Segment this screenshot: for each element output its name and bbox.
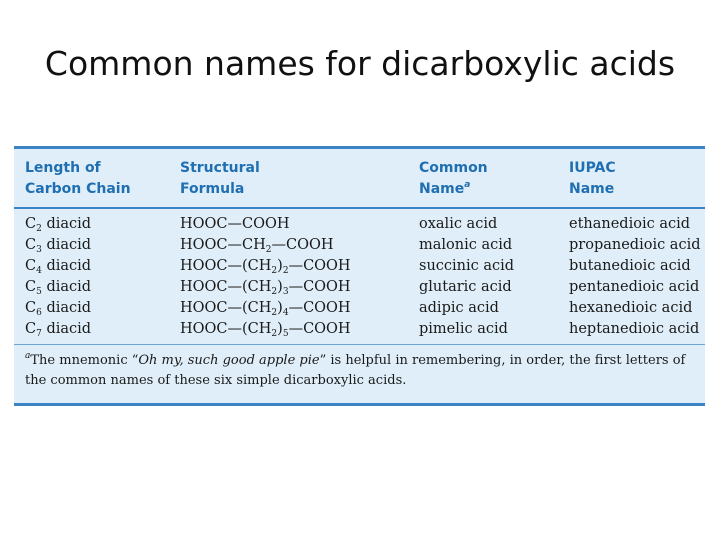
formula-subscript: 3	[282, 287, 289, 297]
chain-length-cell	[25, 277, 91, 298]
footnote-text-start: The mnemonic “	[30, 353, 139, 368]
structural-formula-cell	[180, 319, 351, 340]
formula-subscript: 2	[265, 245, 272, 255]
footnote-divider	[14, 344, 705, 345]
footnote-text-end: ” is helpful in remembering, in order, the first letters of the common names of these six simple dicarboxylic acids.	[25, 353, 686, 388]
header-iupac-name: IUPAC Name	[569, 160, 616, 197]
chain-subscript: 4	[36, 266, 42, 276]
slide-title: Common names for dicarboxylic acids	[44, 44, 676, 83]
formula-subscript: 2	[271, 287, 278, 297]
table-footnote	[25, 351, 695, 391]
chain-subscript: 2	[36, 224, 42, 234]
footnote-mnemonic: Oh my, such good apple pie	[138, 353, 320, 368]
common-name-cell: succinic acid	[419, 258, 515, 274]
common-name-cell: malonic acid	[419, 237, 513, 253]
formula-text: —COOH	[288, 321, 351, 337]
table-row	[14, 235, 705, 256]
chain-length-cell	[25, 256, 91, 277]
common-name-cell: adipic acid	[419, 300, 499, 316]
iupac-name-cell: ethanedioic acid	[569, 216, 691, 232]
header-structural-formula: Structural Formula	[180, 160, 260, 197]
common-name-cell: glutaric acid	[419, 279, 512, 295]
footnote-marker: a	[25, 351, 31, 361]
structural-formula-cell	[180, 298, 351, 319]
table-row	[14, 319, 705, 340]
chain-prefix: C	[25, 300, 37, 316]
chain-suffix: diacid	[41, 279, 92, 295]
formula-text: HOOC—(CH	[180, 279, 272, 295]
header-chain-length: Length of Carbon Chain	[25, 160, 131, 197]
formula-text: —COOH	[288, 300, 351, 316]
chain-subscript: 7	[36, 329, 42, 339]
formula-text: —COOH	[288, 258, 351, 274]
chain-prefix: C	[25, 279, 37, 295]
chain-subscript: 5	[36, 287, 42, 297]
header-common-name	[419, 158, 488, 200]
formula-text: HOOC—(CH	[180, 300, 272, 316]
formula-text: )	[277, 279, 283, 295]
formula-text: )	[277, 321, 283, 337]
structural-formula-cell	[180, 214, 290, 235]
chain-length-cell	[25, 235, 91, 256]
formula-subscript: 4	[282, 308, 289, 318]
table-row	[14, 214, 705, 235]
common-name-cell: pimelic acid	[419, 321, 508, 337]
chain-suffix: diacid	[41, 216, 92, 232]
dicarboxylic-acids-table	[14, 146, 705, 406]
header-divider	[14, 207, 705, 209]
formula-text: HOOC—COOH	[180, 216, 290, 232]
chain-suffix: diacid	[41, 237, 92, 253]
formula-subscript: 2	[282, 266, 289, 276]
structural-formula-cell	[180, 277, 351, 298]
iupac-name-cell: hexanedioic acid	[569, 300, 693, 316]
footnote-marker: a	[464, 180, 471, 190]
formula-text: —COOH	[271, 237, 334, 253]
formula-subscript: 2	[271, 266, 278, 276]
chain-suffix: diacid	[41, 321, 92, 337]
formula-text: —COOH	[288, 279, 351, 295]
table-row	[14, 298, 705, 319]
chain-subscript: 6	[36, 308, 42, 318]
chain-length-cell	[25, 298, 91, 319]
formula-text: HOOC—(CH	[180, 258, 272, 274]
chain-prefix: C	[25, 258, 37, 274]
chain-prefix: C	[25, 216, 37, 232]
formula-text: )	[277, 300, 283, 316]
iupac-name-cell: propanedioic acid	[569, 237, 701, 253]
table-body	[14, 214, 705, 340]
table-row	[14, 256, 705, 277]
chain-length-cell	[25, 319, 91, 340]
chain-length-cell	[25, 214, 91, 235]
formula-text: HOOC—(CH	[180, 321, 272, 337]
structural-formula-cell	[180, 256, 351, 277]
common-name-cell: oxalic acid	[419, 216, 498, 232]
iupac-name-cell: butanedioic acid	[569, 258, 691, 274]
iupac-name-cell: pentanedioic acid	[569, 279, 700, 295]
chain-prefix: C	[25, 237, 37, 253]
chain-subscript: 3	[36, 245, 42, 255]
iupac-name-cell: heptanedioic acid	[569, 321, 700, 337]
chain-suffix: diacid	[41, 258, 92, 274]
chain-suffix: diacid	[41, 300, 92, 316]
chain-prefix: C	[25, 321, 37, 337]
structural-formula-cell	[180, 235, 334, 256]
header-common-name-text: Common Name	[419, 160, 488, 197]
formula-subscript: 2	[271, 329, 278, 339]
formula-text: )	[277, 258, 283, 274]
formula-text: HOOC—CH	[180, 237, 266, 253]
formula-subscript: 5	[282, 329, 289, 339]
table-row	[14, 277, 705, 298]
formula-subscript: 2	[271, 308, 278, 318]
